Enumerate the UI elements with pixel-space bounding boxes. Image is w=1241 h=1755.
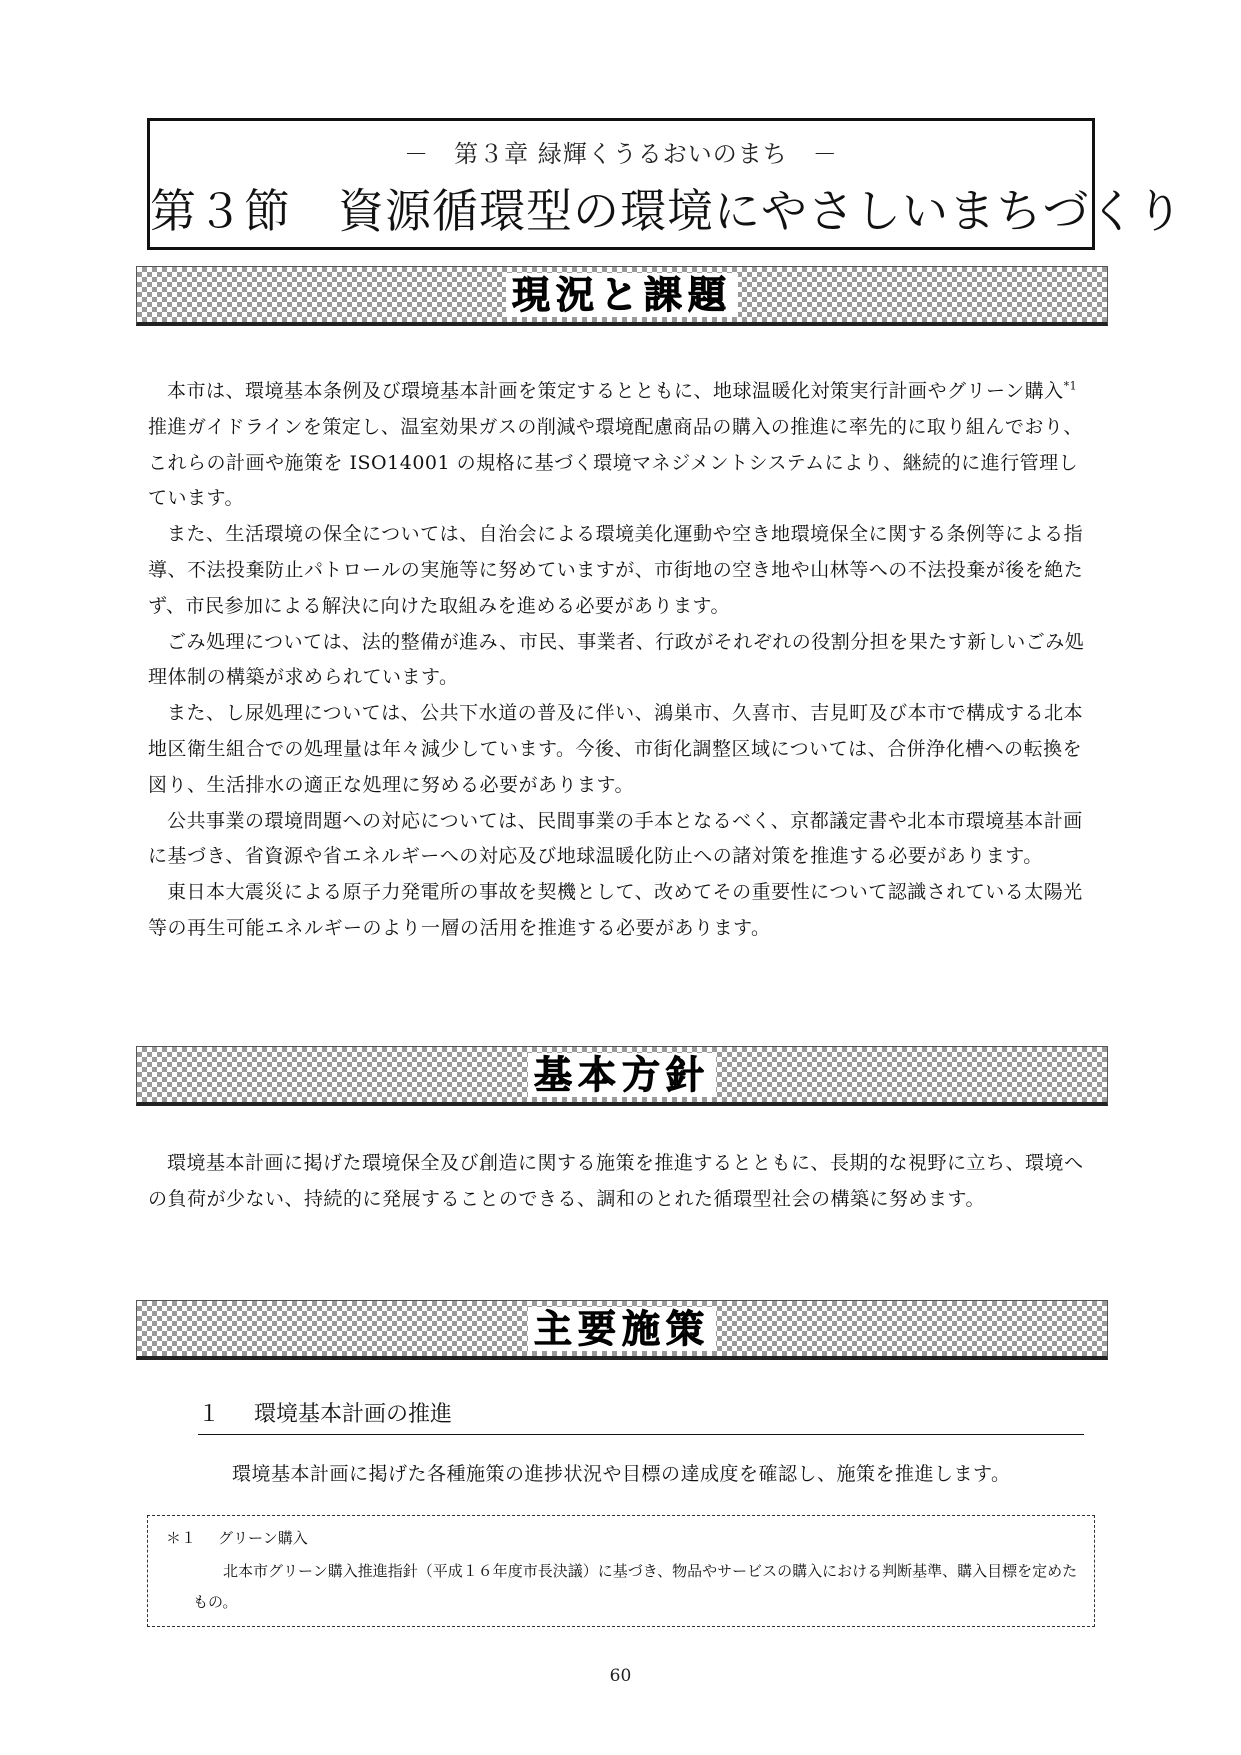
status-p1-part-a: 本市は、環境基本条例及び環境基本計画を策定するとともに、地球温暖化対策実行計画やグリーン購入 <box>167 380 1064 402</box>
band-label-measures: 主要施策 <box>528 1307 716 1351</box>
section-title: 第３節 資源循環型の環境にやさしいまちづくり <box>150 184 1184 238</box>
band-label-policy: 基本方針 <box>528 1053 716 1097</box>
status-p1-part-b: 推進ガイドラインを策定し、温室効果ガスの削減や環境配慮商品の購入の推進に率先的に取り組んでおり、これらの計画や施策を ISO14001 の規格に基づく環境マネジメントシステムにより、継続的に進行管理しています。 <box>148 415 1083 510</box>
band-status <box>136 266 1108 326</box>
footnote-reference: *1 <box>1063 379 1078 393</box>
band-measures <box>136 1300 1108 1360</box>
footnote-text: 北本市グリーン購入推進指針（平成１６年度市長決議）に基づき、物品やサービスの購入における判断基準、購入目標を定めたもの。 <box>193 1562 1078 1611</box>
measure-title: 環境基本計画の推進 <box>254 1402 453 1427</box>
status-paragraph-5: 公共事業の環境問題への対応については、民間事業の手本となるべく、京都議定書や北本市環境基本計画に基づき、省資源や省エネルギーへの対応及び地球温暖化防止への諸対策を推進する必要があります。 <box>148 809 1083 868</box>
status-paragraph-1 <box>148 374 1092 517</box>
page-number: 60 <box>609 1666 632 1686</box>
footnote-heading <box>166 1524 308 1552</box>
footnote-box <box>147 1515 1095 1627</box>
measure-heading-1 <box>198 1398 1084 1435</box>
status-paragraph-4: また、し尿処理については、公共下水道の普及に伴い、鴻巣市、久喜市、吉見町及び本市で構成する北本地区衛生組合での処理量は年々減少しています。今後、市街化調整区域については、合併浄化槽への転換を図り、生活排水の適正な処理に努める必要があります。 <box>148 702 1084 796</box>
footnote-mark: ＊１ <box>166 1529 197 1547</box>
status-body <box>148 374 1092 947</box>
policy-paragraph: 環境基本計画に掲げた環境保全及び創造に関する施策を推進するとともに、長期的な視野に立ち、環境への負荷が少ない、持続的に発展することのできる、調和のとれた循環型社会の構築に努めます。 <box>148 1152 1084 1210</box>
status-paragraph-3: ごみ処理については、法的整備が進み、市民、事業者、行政がそれぞれの役割分担を果たす新しいごみ処理体制の構築が求められています。 <box>148 630 1085 689</box>
band-policy <box>136 1046 1108 1106</box>
measure-text-1: 環境基本計画に掲げた各種施策の進捗状況や目標の達成度を確認し、施策を推進します。 <box>232 1463 1011 1485</box>
band-label-status: 現況と課題 <box>506 273 738 317</box>
measure-number: １ <box>198 1402 221 1427</box>
status-paragraph-6: 東日本大震災による原子力発電所の事故を契機として、改めてその重要性について認識されている太陽光等の再生可能エネルギーのより一層の活用を推進する必要があります。 <box>148 881 1083 939</box>
policy-body <box>148 1146 1092 1218</box>
chapter-label: － 第３章 緑輝くうるおいのまち － <box>404 140 838 168</box>
status-paragraph-2: また、生活環境の保全については、自治会による環境美化運動や空き地環境保全に関する条例等による指導、不法投棄防止パトロールの実施等に努めていますが、市街地の空き地や山林等への不法投棄が後を絶たず、市民参加による解決に向けた取組みを進める必要があります。 <box>148 523 1084 617</box>
footnote-term: グリーン購入 <box>218 1529 308 1547</box>
chapter-title-box <box>147 118 1184 250</box>
